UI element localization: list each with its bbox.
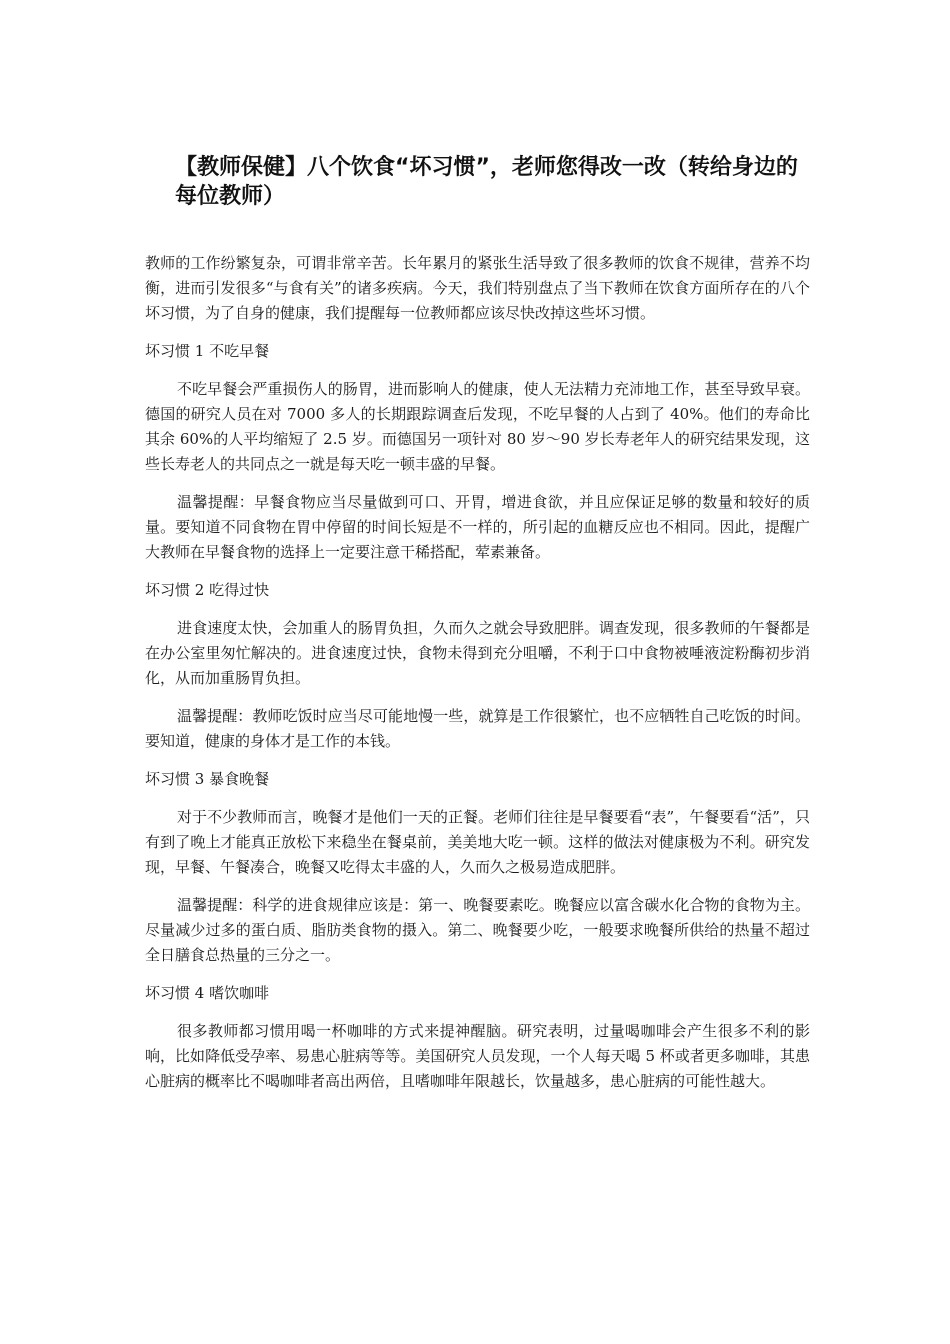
- section-body-2: 进食速度太快，会加重人的肠胃负担，久而久之就会导致肥胖。调查发现，很多教师的午餐都是在办公室里匆忙解决的。进食速度过快，食物未得到充分咀嚼，不利于口中食物被唾液淀粉酶初步消化，从而加重肠胃负担。: [145, 619, 810, 687]
- section-heading-4: 坏习惯 4 嗜饮咖啡: [145, 984, 270, 1002]
- section-tip-2: 温馨提醒：教师吃饭时应当尽可能地慢一些，就算是工作很繁忙，也不应牺牲自己吃饭的时间。要知道，健康的身体才是工作的本钱。: [145, 707, 810, 750]
- document-title: 【教师保健】八个饮食“坏习惯”，老师您得改一改（转给身边的每位教师）: [175, 155, 798, 209]
- section-body-3: 对于不少教师而言，晚餐才是他们一天的正餐。老师们往往是早餐要看“表”，午餐要看“活”，只有到了晚上才能真正放松下来稳坐在餐桌前，美美地大吃一顿。这样的做法对健康极为不利。研究发现，早餐、午餐凑合，晚餐又吃得太丰盛的人，久而久之极易造成肥胖。: [145, 808, 810, 876]
- document-body: [145, 251, 810, 1107]
- intro-paragraph: 教师的工作纷繁复杂，可谓非常辛苦。长年累月的紧张生活导致了很多教师的饮食不规律，营养不均衡，进而引发很多“与食有关”的诸多疾病。今天，我们特别盘点了当下教师在饮食方面所存在的八个坏习惯，为了自身的健康，我们提醒每一位教师都应该尽快改掉这些坏习惯。: [145, 254, 810, 322]
- section-tip-1: 温馨提醒：早餐食物应当尽量做到可口、开胃，增进食欲，并且应保证足够的数量和较好的质量。要知道不同食物在胃中停留的时间长短是不一样的，所引起的血糖反应也不相同。因此，提醒广大教师在早餐食物的选择上一定要注意干稀搭配，荤素兼备。: [145, 493, 810, 561]
- section-heading-1: 坏习惯 1 不吃早餐: [145, 342, 270, 360]
- section-body-4: 很多教师都习惯用喝一杯咖啡的方式来提神醒脑。研究表明，过量喝咖啡会产生很多不利的影响，比如降低受孕率、易患心脏病等等。美国研究人员发现，一个人每天喝 5 杯或者更多咖啡，其患心脏病的概率比不喝咖啡者高出两倍，且嗜咖啡年限越长，饮量越多，患心脏病的可能性越大。: [145, 1022, 810, 1090]
- section-heading-2: 坏习惯 2 吃得过快: [145, 581, 270, 599]
- section-heading-3: 坏习惯 3 暴食晚餐: [145, 770, 270, 788]
- section-tip-3: 温馨提醒：科学的进食规律应该是：第一、晚餐要素吃。晚餐应以富含碳水化合物的食物为主。尽量减少过多的蛋白质、脂肪类食物的摄入。第二、晚餐要少吃，一般要求晚餐所供给的热量不超过全日膳食总热量的三分之一。: [145, 896, 810, 964]
- section-body-1: 不吃早餐会严重损伤人的肠胃，进而影响人的健康，使人无法精力充沛地工作，甚至导致早衰。德国的研究人员在对 7000 多人的长期跟踪调查后发现，不吃早餐的人占到了 40%。他们的寿命比其余 60%的人平均缩短了 2.5 岁。而德国另一项针对 80 岁～90 岁长寿老年人的研究结果发现，这些长寿老人的共同点之一就是每天吃一顿丰盛的早餐。: [145, 380, 810, 473]
